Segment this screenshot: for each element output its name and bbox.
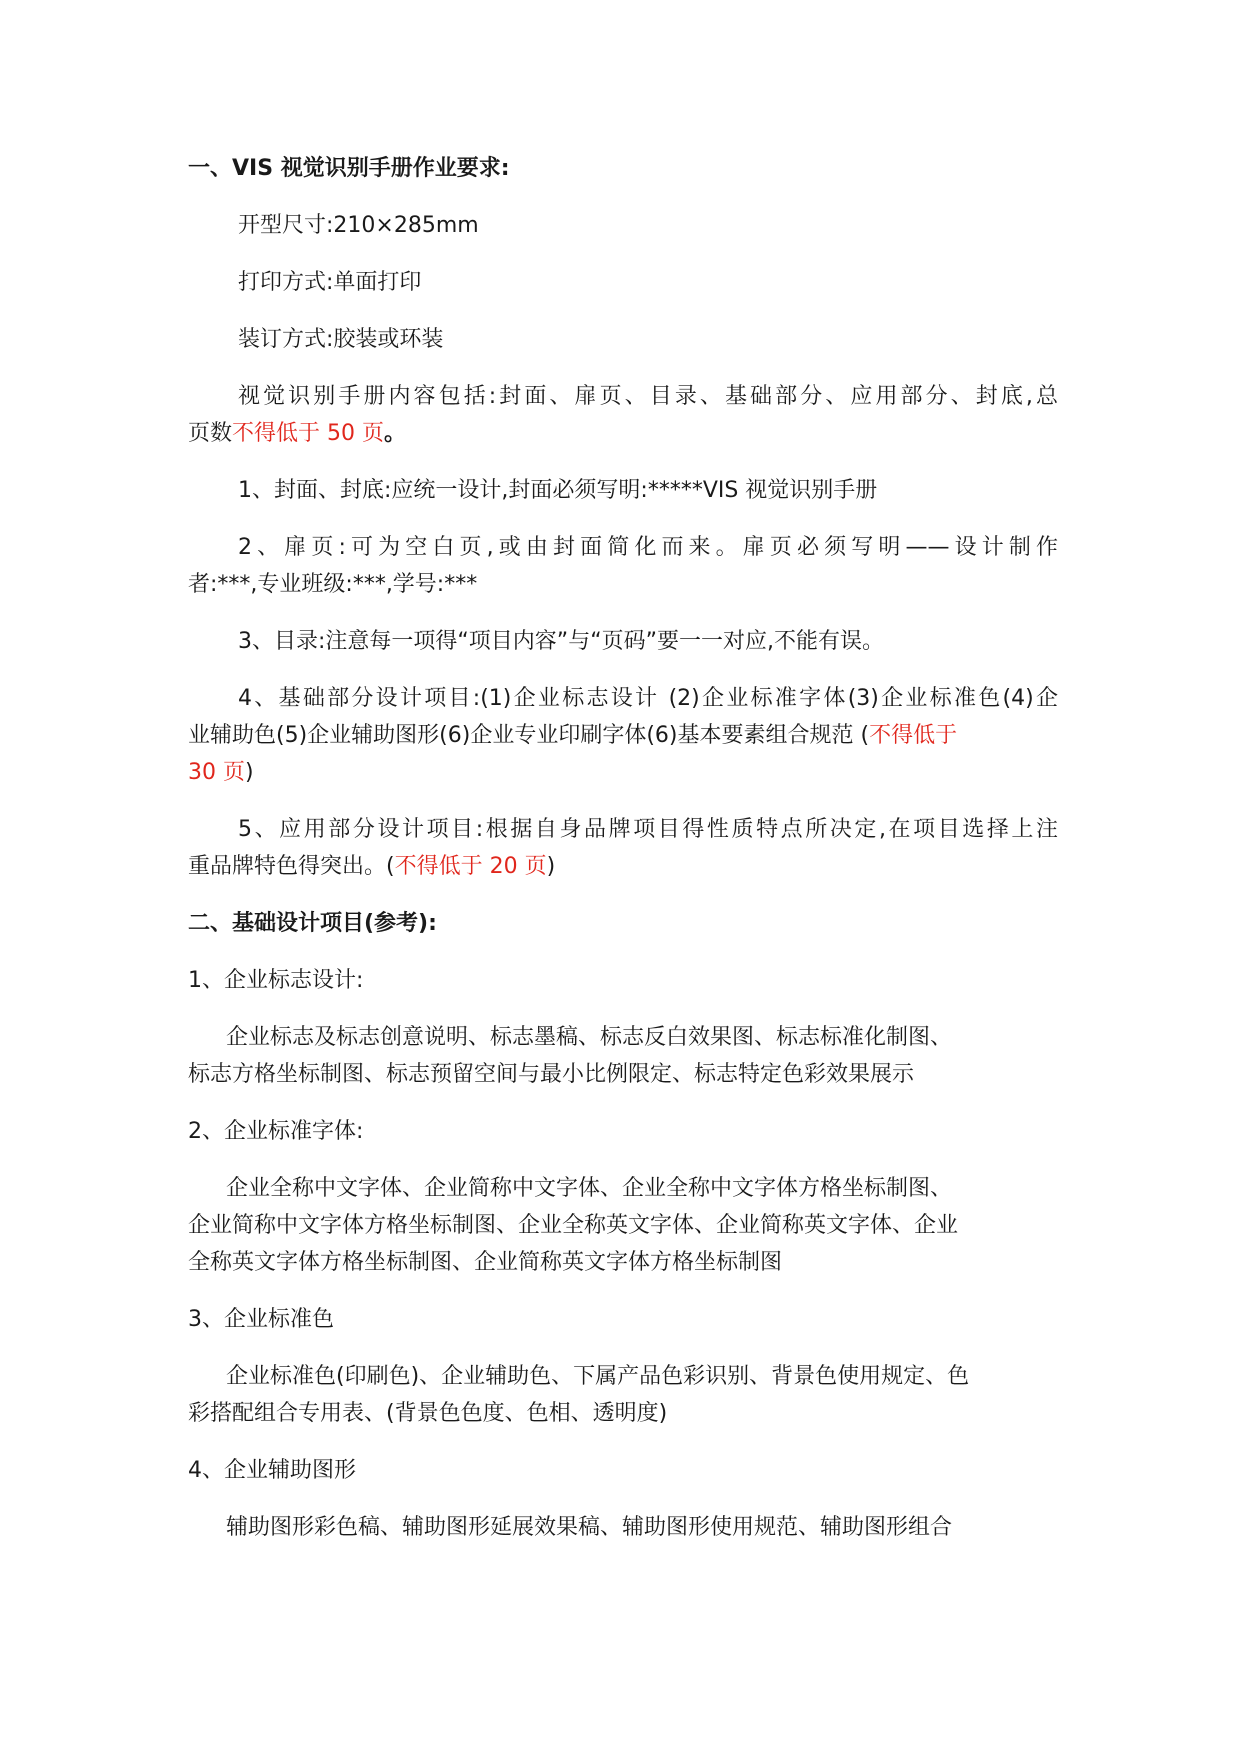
item-5-highlight: 不得低于 20 页 xyxy=(394,854,547,879)
min-pages-highlight: 不得低于 50 页 xyxy=(232,421,384,446)
item-4-highlight-2: 30 页 xyxy=(188,760,245,785)
binding-line: 装订方式:胶装或环装 xyxy=(238,327,444,352)
sub2-title: 2、企业标准字体: xyxy=(188,1119,364,1144)
sub1-line-1: 企业标志及标志创意说明、标志墨稿、标志反白效果图、标志标准化制图、 xyxy=(226,1025,953,1050)
sub4-title: 4、企业辅助图形 xyxy=(188,1458,356,1483)
sub2-line-1: 企业全称中文字体、企业简称中文字体、企业全称中文字体方格坐标制图、 xyxy=(226,1176,953,1201)
print-line: 打印方式:单面打印 xyxy=(238,270,422,295)
item-2-line-1: 2、扉页:可为空白页,或由封面简化而来。扉页必须写明——设计制作 xyxy=(238,535,1058,560)
item-4-line-3 xyxy=(188,754,1058,791)
item-4-line-2 xyxy=(188,717,1058,754)
content-end: 。 xyxy=(384,421,407,446)
content-line-1: 视觉识别手册内容包括:封面、扉页、目录、基础部分、应用部分、封底,总 xyxy=(238,384,1058,409)
section1-title: 一、VIS 视觉识别手册作业要求: xyxy=(188,156,510,181)
item-4-highlight-1: 不得低于 xyxy=(869,723,958,748)
sub3-title: 3、企业标准色 xyxy=(188,1307,334,1332)
content-text: 页数 xyxy=(188,421,233,446)
item-2-line-2: 者:***,专业班级:***,学号:*** xyxy=(188,572,478,597)
item-1: 1、封面、封底:应统一设计,封面必须写明:*****VIS 视觉识别手册 xyxy=(238,478,878,503)
section2-title: 二、基础设计项目(参考): xyxy=(188,911,437,936)
item-5-text: 重品牌特色得突出。( xyxy=(188,854,395,879)
sub3-line-2: 彩搭配组合专用表、(背景色色度、色相、透明度) xyxy=(188,1401,668,1426)
item-5-end: ) xyxy=(546,854,556,879)
item-4-text: 业辅助色(5)企业辅助图形(6)企业专业印刷字体(6)基本要素组合规范 ( xyxy=(188,723,870,748)
document-body xyxy=(188,150,1058,1546)
sub1-title: 1、企业标志设计: xyxy=(188,968,364,993)
item-5-line-2 xyxy=(188,848,1058,885)
sub2-line-3: 全称英文字体方格坐标制图、企业简称英文字体方格坐标制图 xyxy=(188,1250,783,1275)
sub1-line-2: 标志方格坐标制图、标志预留空间与最小比例限定、标志特定色彩效果展示 xyxy=(188,1062,915,1087)
item-4-line-1: 4、基础部分设计项目:(1)企业标志设计 (2)企业标准字体(3)企业标准色(4)企 xyxy=(238,686,1058,711)
size-line: 开型尺寸:210×285mm xyxy=(238,213,479,238)
sub4-line-1: 辅助图形彩色稿、辅助图形延展效果稿、辅助图形使用规范、辅助图形组合 xyxy=(226,1515,953,1540)
sub2-line-2: 企业简称中文字体方格坐标制图、企业全称英文字体、企业简称英文字体、企业 xyxy=(188,1213,959,1238)
content-line-2 xyxy=(188,415,1058,452)
item-3: 3、目录:注意每一项得“项目内容”与“页码”要一一对应,不能有误。 xyxy=(238,629,884,654)
sub3-line-1: 企业标准色(印刷色)、企业辅助色、下属产品色彩识别、背景色使用规定、色 xyxy=(226,1364,970,1389)
item-5-line-1: 5、应用部分设计项目:根据自身品牌项目得性质特点所决定,在项目选择上注 xyxy=(238,817,1058,842)
item-4-end: ) xyxy=(245,760,254,785)
